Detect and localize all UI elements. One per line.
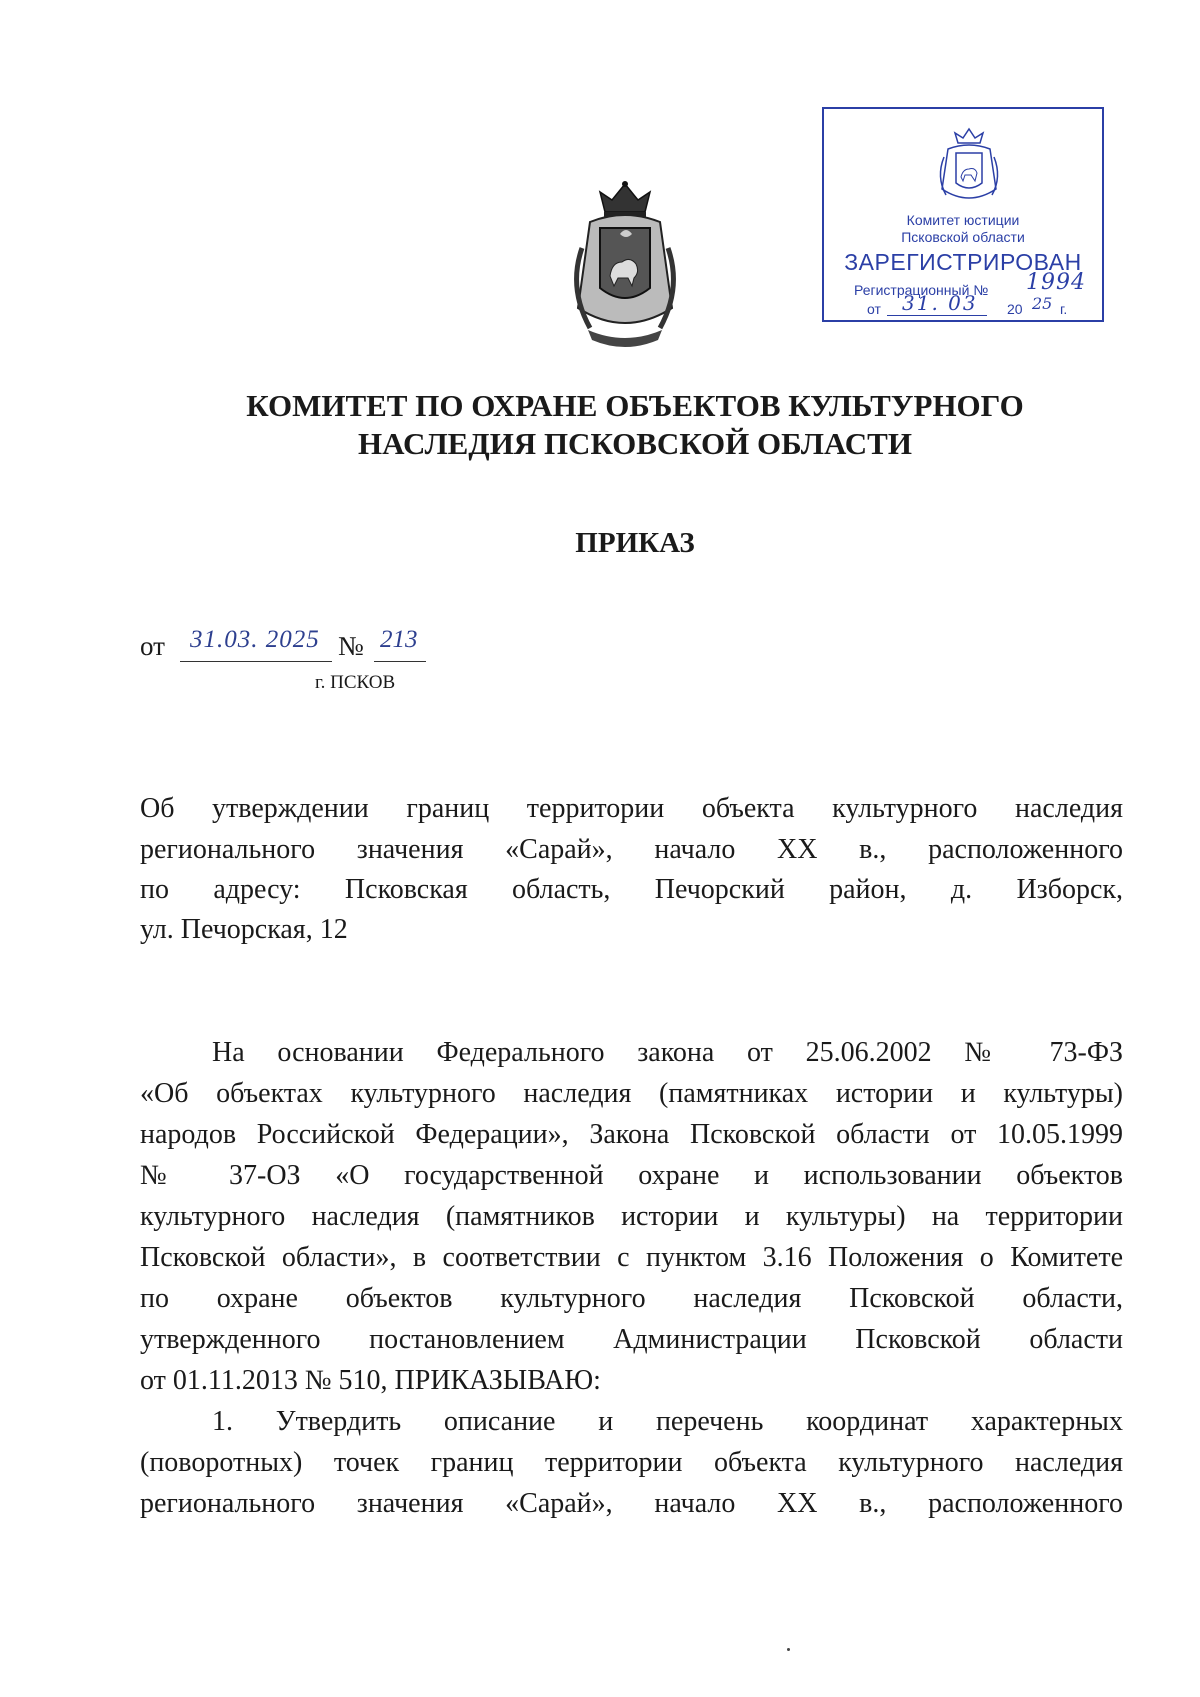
coat-of-arms-emblem xyxy=(560,178,690,354)
body-line: культурного наследия (памятников истории и культуры) на территории xyxy=(140,1201,1123,1232)
order-date-underline xyxy=(180,661,332,662)
stamp-date-underline xyxy=(887,315,987,316)
body-line: На основании Федерального закона от 25.06.2002 № 73-ФЗ xyxy=(212,1037,1123,1068)
body-line: «Об объектах культурного наследия (памятниках истории и культуры) xyxy=(140,1078,1123,1109)
stamp-reg-number: 1994 xyxy=(1026,270,1086,295)
order-number-value: 213 xyxy=(380,626,418,653)
org-title-line1: КОМИТЕТ ПО ОХРАНЕ ОБЪЕКТОВ КУЛЬТУРНОГО xyxy=(246,388,1024,423)
subject-line: по адресу: Псковская область, Печорский район, д. Изборск, xyxy=(140,874,1123,905)
body-line: Псковской области», в соответствии с пунктом 3.16 Положения о Комитете xyxy=(140,1242,1123,1273)
org-title-line2: НАСЛЕДИЯ ПСКОВСКОЙ ОБЛАСТИ xyxy=(358,426,912,461)
stamp-reg-label: Регистрационный № xyxy=(854,282,989,298)
document-type: ПРИКАЗ xyxy=(575,527,695,559)
stamp-org-line1: Комитет юстиции xyxy=(906,212,1020,228)
body-line: № 37-ОЗ «О государственной охране и использовании объектов xyxy=(140,1160,1123,1191)
order-number-underline xyxy=(374,661,426,662)
body-line: утвержденного постановлением Администрации Псковской области xyxy=(140,1324,1123,1355)
order-date-value: 31.03. 2025 xyxy=(190,626,320,653)
stamp-registered: ЗАРЕГИСТРИРОВАН xyxy=(844,249,1082,275)
body-line: по охране объектов культурного наследия Псковской области, xyxy=(140,1283,1123,1314)
stamp-year-value: 25 xyxy=(1032,294,1053,313)
stamp-emblem-icon xyxy=(934,127,1004,209)
stamp-date-prefix: от xyxy=(867,301,881,317)
scan-speck xyxy=(787,1648,790,1651)
body-line: от 01.11.2013 № 510, ПРИКАЗЫВАЮ: xyxy=(140,1365,601,1396)
subject-line: Об утверждении границ территории объекта культурного наследия xyxy=(140,793,1123,824)
subject-line: регионального значения «Сарай», начало XX в., расположенного xyxy=(140,834,1123,865)
stamp-org-line2: Псковской области xyxy=(901,229,1025,245)
body-line: 1. Утвердить описание и перечень координат характерных xyxy=(212,1406,1123,1437)
body-line: (поворотных) точек границ территории объекта культурного наследия xyxy=(140,1447,1123,1478)
registration-stamp xyxy=(822,107,1104,322)
order-date-prefix: от xyxy=(140,631,165,661)
body-line: регионального значения «Сарай», начало XX в., расположенного xyxy=(140,1488,1123,1519)
stamp-date-value: 31. 03 xyxy=(902,291,978,315)
stamp-year-prefix: 20 xyxy=(1007,301,1023,317)
body-line: народов Российской Федерации», Закона Псковской области от 10.05.1999 xyxy=(140,1119,1123,1150)
subject-line: ул. Печорская, 12 xyxy=(140,914,348,945)
order-city: г. ПСКОВ xyxy=(315,672,396,693)
order-number-sign: № xyxy=(338,631,364,661)
stamp-year-suffix: г. xyxy=(1060,301,1068,317)
